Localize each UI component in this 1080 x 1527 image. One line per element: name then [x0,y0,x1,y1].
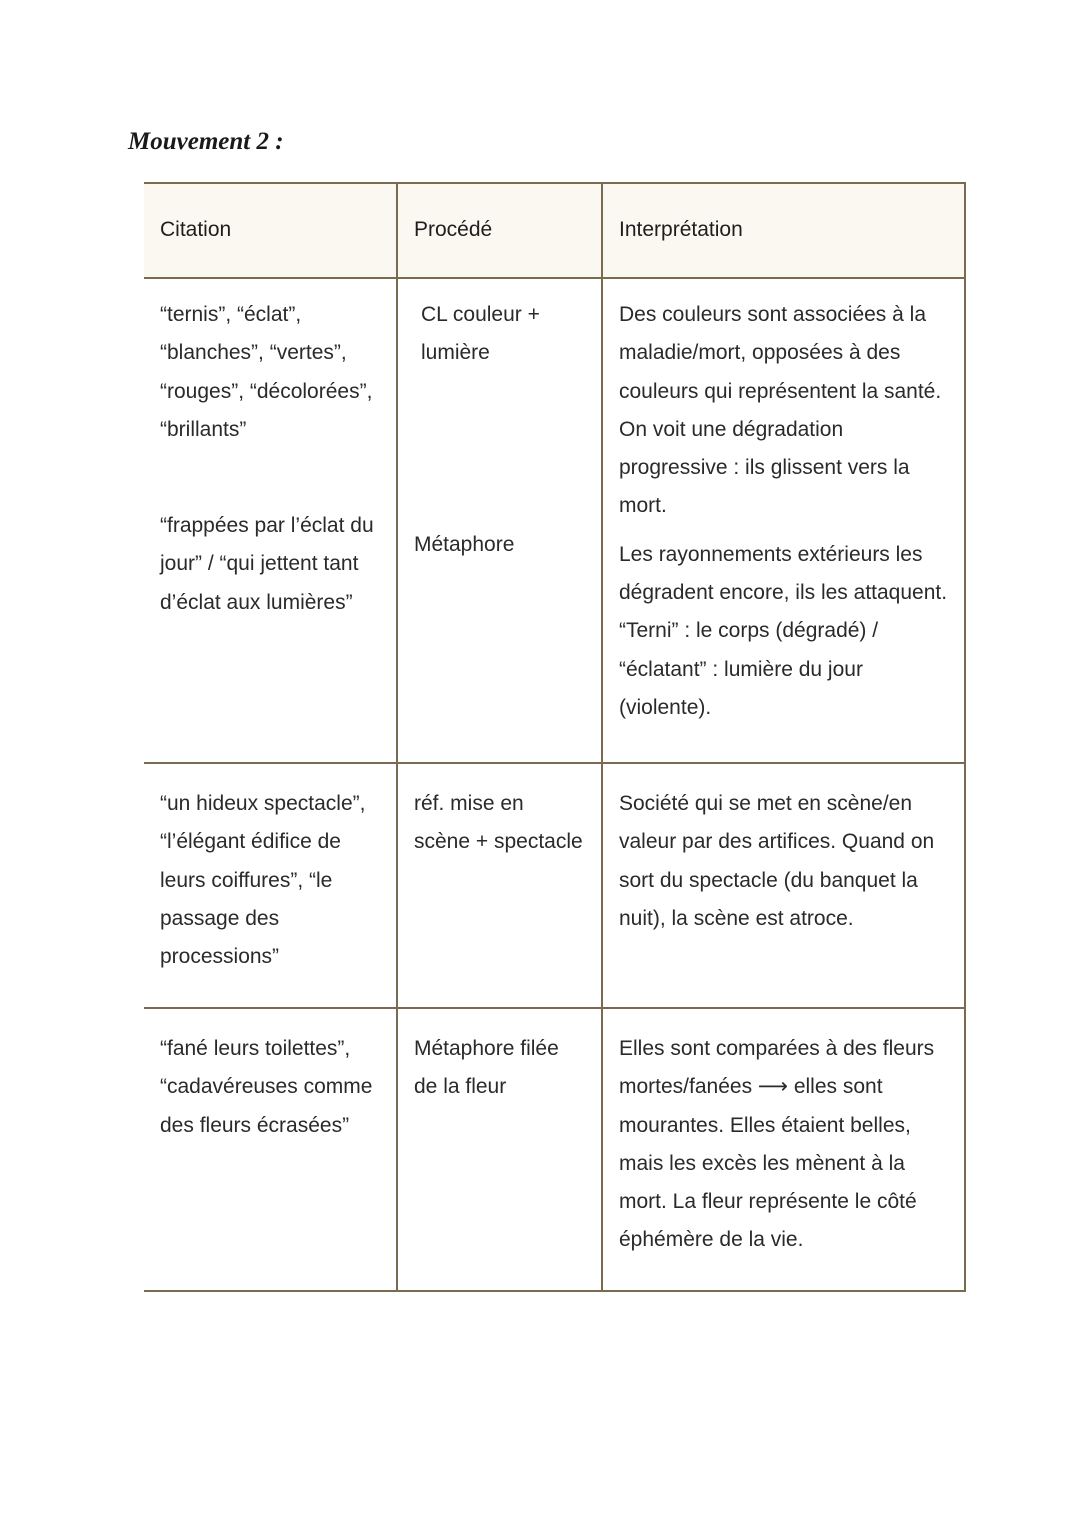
citation-cell [144,763,397,1008]
citation-text: “frappées par l’éclat du jour” / “qui jettent tant d’éclat aux lumières” [160,514,374,614]
citation-text: “un hideux spectacle”, “l’élégant édifice de leurs coiffures”, “le passage des processions” [160,792,366,969]
procede-text: Métaphore filée de la fleur [414,1037,559,1099]
interpretation-text: Des couleurs sont associées à la maladie/mort, opposées à des couleurs qui représentent la santé. On voit une dégradation progressive : ils glissent vers la mort. [619,303,942,518]
interpretation-text: Elles sont comparées à des fleurs mortes/fanées ⟶ elles sont mourantes. Elles étaient belles, mais les excès les mènent à la mort. La fleur représente le côté éphémère de la vie. [619,1037,935,1252]
procede-cell [397,278,602,763]
procede-text: Métaphore [414,532,515,556]
citation-cell [144,1008,397,1291]
interpretation-cell [602,763,965,1008]
header-interpretation: Interprétation [602,183,965,278]
procede-text: réf. mise en scène + spectacle [414,792,583,854]
procede-cell [397,763,602,1008]
citation-text: “fané leurs toilettes”, “cadavéreuses comme des fleurs écrasées” [160,1037,373,1137]
table-row [144,278,965,763]
interpretation-cell [602,278,965,763]
table-header-row [144,183,965,278]
citation-cell [144,278,397,763]
procede-text: CL couleur + lumière [421,303,540,365]
interpretation-cell [602,1008,965,1291]
interpretation-text: Société qui se met en scène/en valeur par des artifices. Quand on sort du spectacle (du banquet la nuit), la scène est atroce. [619,792,935,930]
header-procede: Procédé [397,183,602,278]
interpretation-text: Les rayonnements extérieurs les dégradent encore, ils les attaquent. “Terni” : le corps (dégradé) / “éclatant” : lumière du jour (violente). [619,542,948,719]
procede-cell [397,1008,602,1291]
analysis-table [144,182,966,1292]
header-citation: Citation [144,183,397,278]
citation-text: “ternis”, “éclat”, “blanches”, “vertes”, “rouges”, “décolorées”, “brillants” [160,303,373,441]
table-row [144,1008,965,1291]
section-heading: Mouvement 2 : [128,128,284,155]
table-row [144,763,965,1008]
